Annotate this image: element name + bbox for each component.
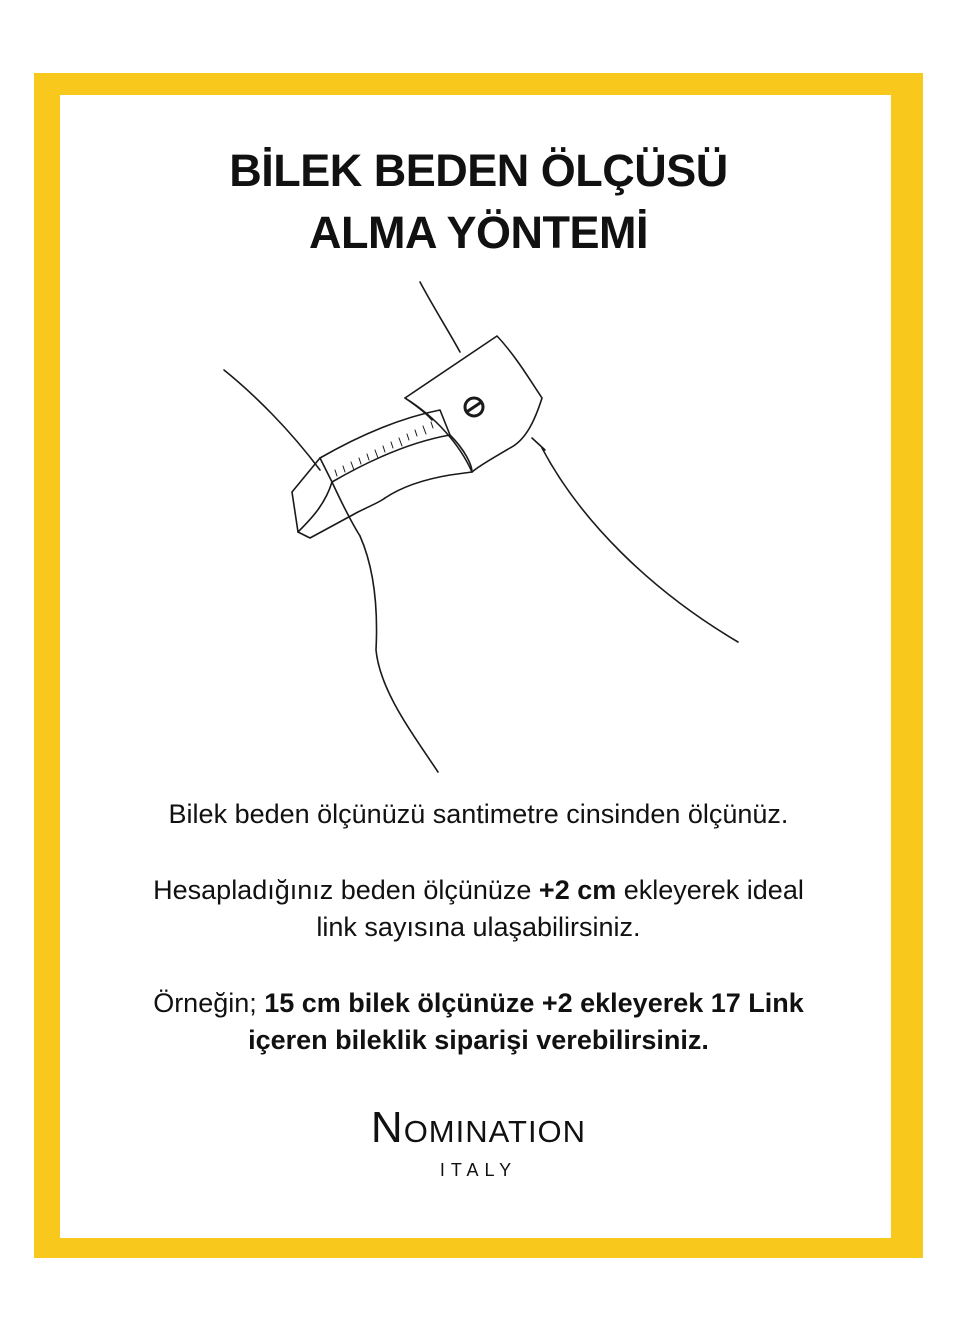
instruction-text-1: Bilek beden ölçünüzü santimetre cinsinden ölçünüz. <box>168 799 789 829</box>
example-text <box>0 985 957 1059</box>
example-bold-2: içeren bileklik siparişi verebilirsiniz. <box>248 1025 709 1055</box>
wrist-measuring-tape-icon <box>210 270 770 790</box>
title-line-2: ALMA YÖNTEMİ <box>309 207 648 258</box>
example-pre: Örneğin; <box>153 988 265 1018</box>
brand-logo <box>0 1100 957 1182</box>
page-title <box>0 140 957 264</box>
instruction-2-bold: +2 cm <box>538 875 617 905</box>
brand-name: Nomination <box>370 1103 587 1152</box>
title-line-1: BİLEK BEDEN ÖLÇÜSÜ <box>229 145 728 196</box>
instruction-2-pre: Hesapladığınız beden ölçünüze <box>153 875 539 905</box>
brand-subtitle: ITALY <box>439 1160 518 1180</box>
instruction-2-post: ekleyerek ideal <box>616 875 804 905</box>
instruction-text-2 <box>0 872 957 946</box>
example-bold-1: 15 cm bilek ölçünüze +2 ekleyerek 17 Link <box>264 988 804 1018</box>
instruction-2-line2: link sayısına ulaşabilirsiniz. <box>316 912 641 942</box>
